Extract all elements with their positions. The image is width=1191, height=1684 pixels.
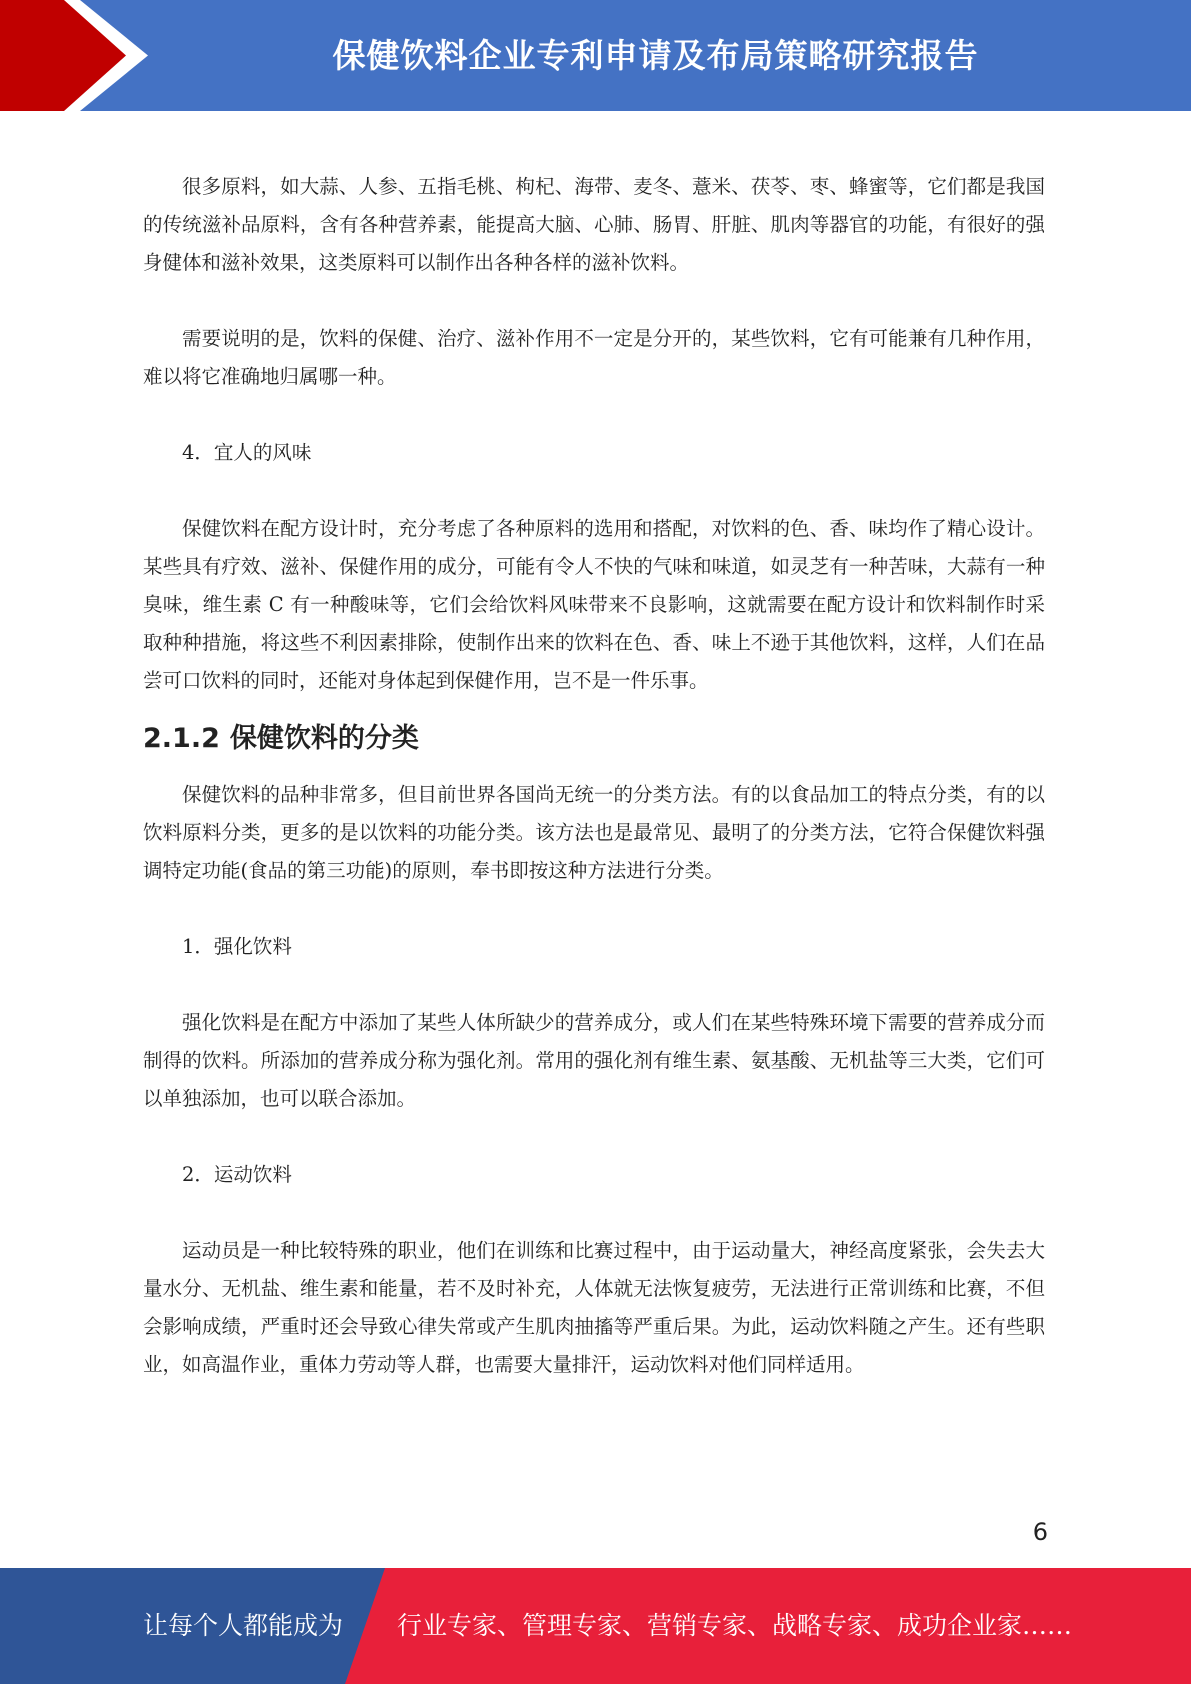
list-item-sports-drinks: 2．运动饮料 bbox=[182, 1163, 292, 1186]
page-content bbox=[143, 168, 1045, 1384]
list-item-pleasant-flavor: 4．宜人的风味 bbox=[182, 441, 312, 464]
paragraph-tonic-ingredients: 很多原料，如大蒜、人参、五指毛桃、枸杞、海带、麦冬、薏米、茯苓、枣、蜂蜜等，它们都是我国的传统滋补品原料，含有各种营养素，能提高大脑、心肺、肠胃、肝脏、肌肉等器官的功能，有很好的强身健体和滋补效果，这类原料可以制作出各种各样的滋补饮料。 bbox=[143, 175, 1045, 274]
paragraph-fortified-drinks: 强化饮料是在配方中添加了某些人体所缺少的营养成分，或人们在某些特殊环境下需要的营养成分而制得的饮料。所添加的营养成分称为强化剂。常用的强化剂有维生素、氨基酸、无机盐等三大类，它们可以单独添加，也可以联合添加。 bbox=[143, 1011, 1045, 1110]
list-item-fortified-drinks: 1．强化饮料 bbox=[182, 935, 292, 958]
paragraph-classification: 保健饮料的品种非常多，但目前世界各国尚无统一的分类方法。有的以食品加工的特点分类，有的以饮料原料分类，更多的是以饮料的功能分类。该方法也是最常见、最明了的分类方法，它符合保健饮料强调特定功能(食品的第三功能)的原则，奉书即按这种方法进行分类。 bbox=[143, 783, 1045, 882]
paragraph-functions-note: 需要说明的是，饮料的保健、治疗、滋补作用不一定是分开的，某些饮料，它有可能兼有几种作用，难以将它准确地归属哪一种。 bbox=[143, 327, 1045, 388]
page-footer bbox=[0, 1568, 1191, 1684]
paragraph-flavor-design: 保健饮料在配方设计时，充分考虑了各种原料的选用和搭配，对饮料的色、香、味均作了精心设计。某些具有疗效、滋补、保健作用的成分，可能有令人不快的气味和味道，如灵芝有一种苦味，大蒜有一种臭味，维生素 C 有一种酸味等，它们会给饮料风味带来不良影响，这就需要在配方设计和饮料制作时采取种种措施，将这些不利因素排除，使制作出来的饮料在色、香、味上不逊于其他饮料，这样，人们在品尝可口饮料的同时，还能对身体起到保健作用，岂不是一件乐事。 bbox=[143, 517, 1045, 692]
page-header bbox=[0, 0, 1191, 111]
footer-slogan-left: 让每个人都能成为 bbox=[143, 1611, 344, 1640]
section-title: 保健饮料的分类 bbox=[229, 723, 419, 754]
page-number: 6 bbox=[1032, 1518, 1048, 1546]
paragraph-sports-drinks: 运动员是一种比较特殊的职业，他们在训练和比赛过程中，由于运动量大，神经高度紧张，会失去大量水分、无机盐、维生素和能量，若不及时补充，人体就无法恢复疲劳，无法进行正常训练和比赛，不但会影响成绩，严重时还会导致心律失常或产生肌肉抽搐等严重后果。为此，运动饮料随之产生。还有些职业，如高温作业，重体力劳动等人群，也需要大量排汗，运动饮料对他们同样适用。 bbox=[143, 1239, 1045, 1376]
section-number: 2.1.2 bbox=[143, 723, 220, 754]
header-arrow-decoration bbox=[0, 0, 155, 111]
report-title: 保健饮料企业专利申请及布局策略研究报告 bbox=[332, 36, 979, 75]
footer-slogan-right: 行业专家、管理专家、营销专家、战略专家、成功企业家…… bbox=[397, 1611, 1073, 1640]
section-heading bbox=[143, 700, 1045, 776]
